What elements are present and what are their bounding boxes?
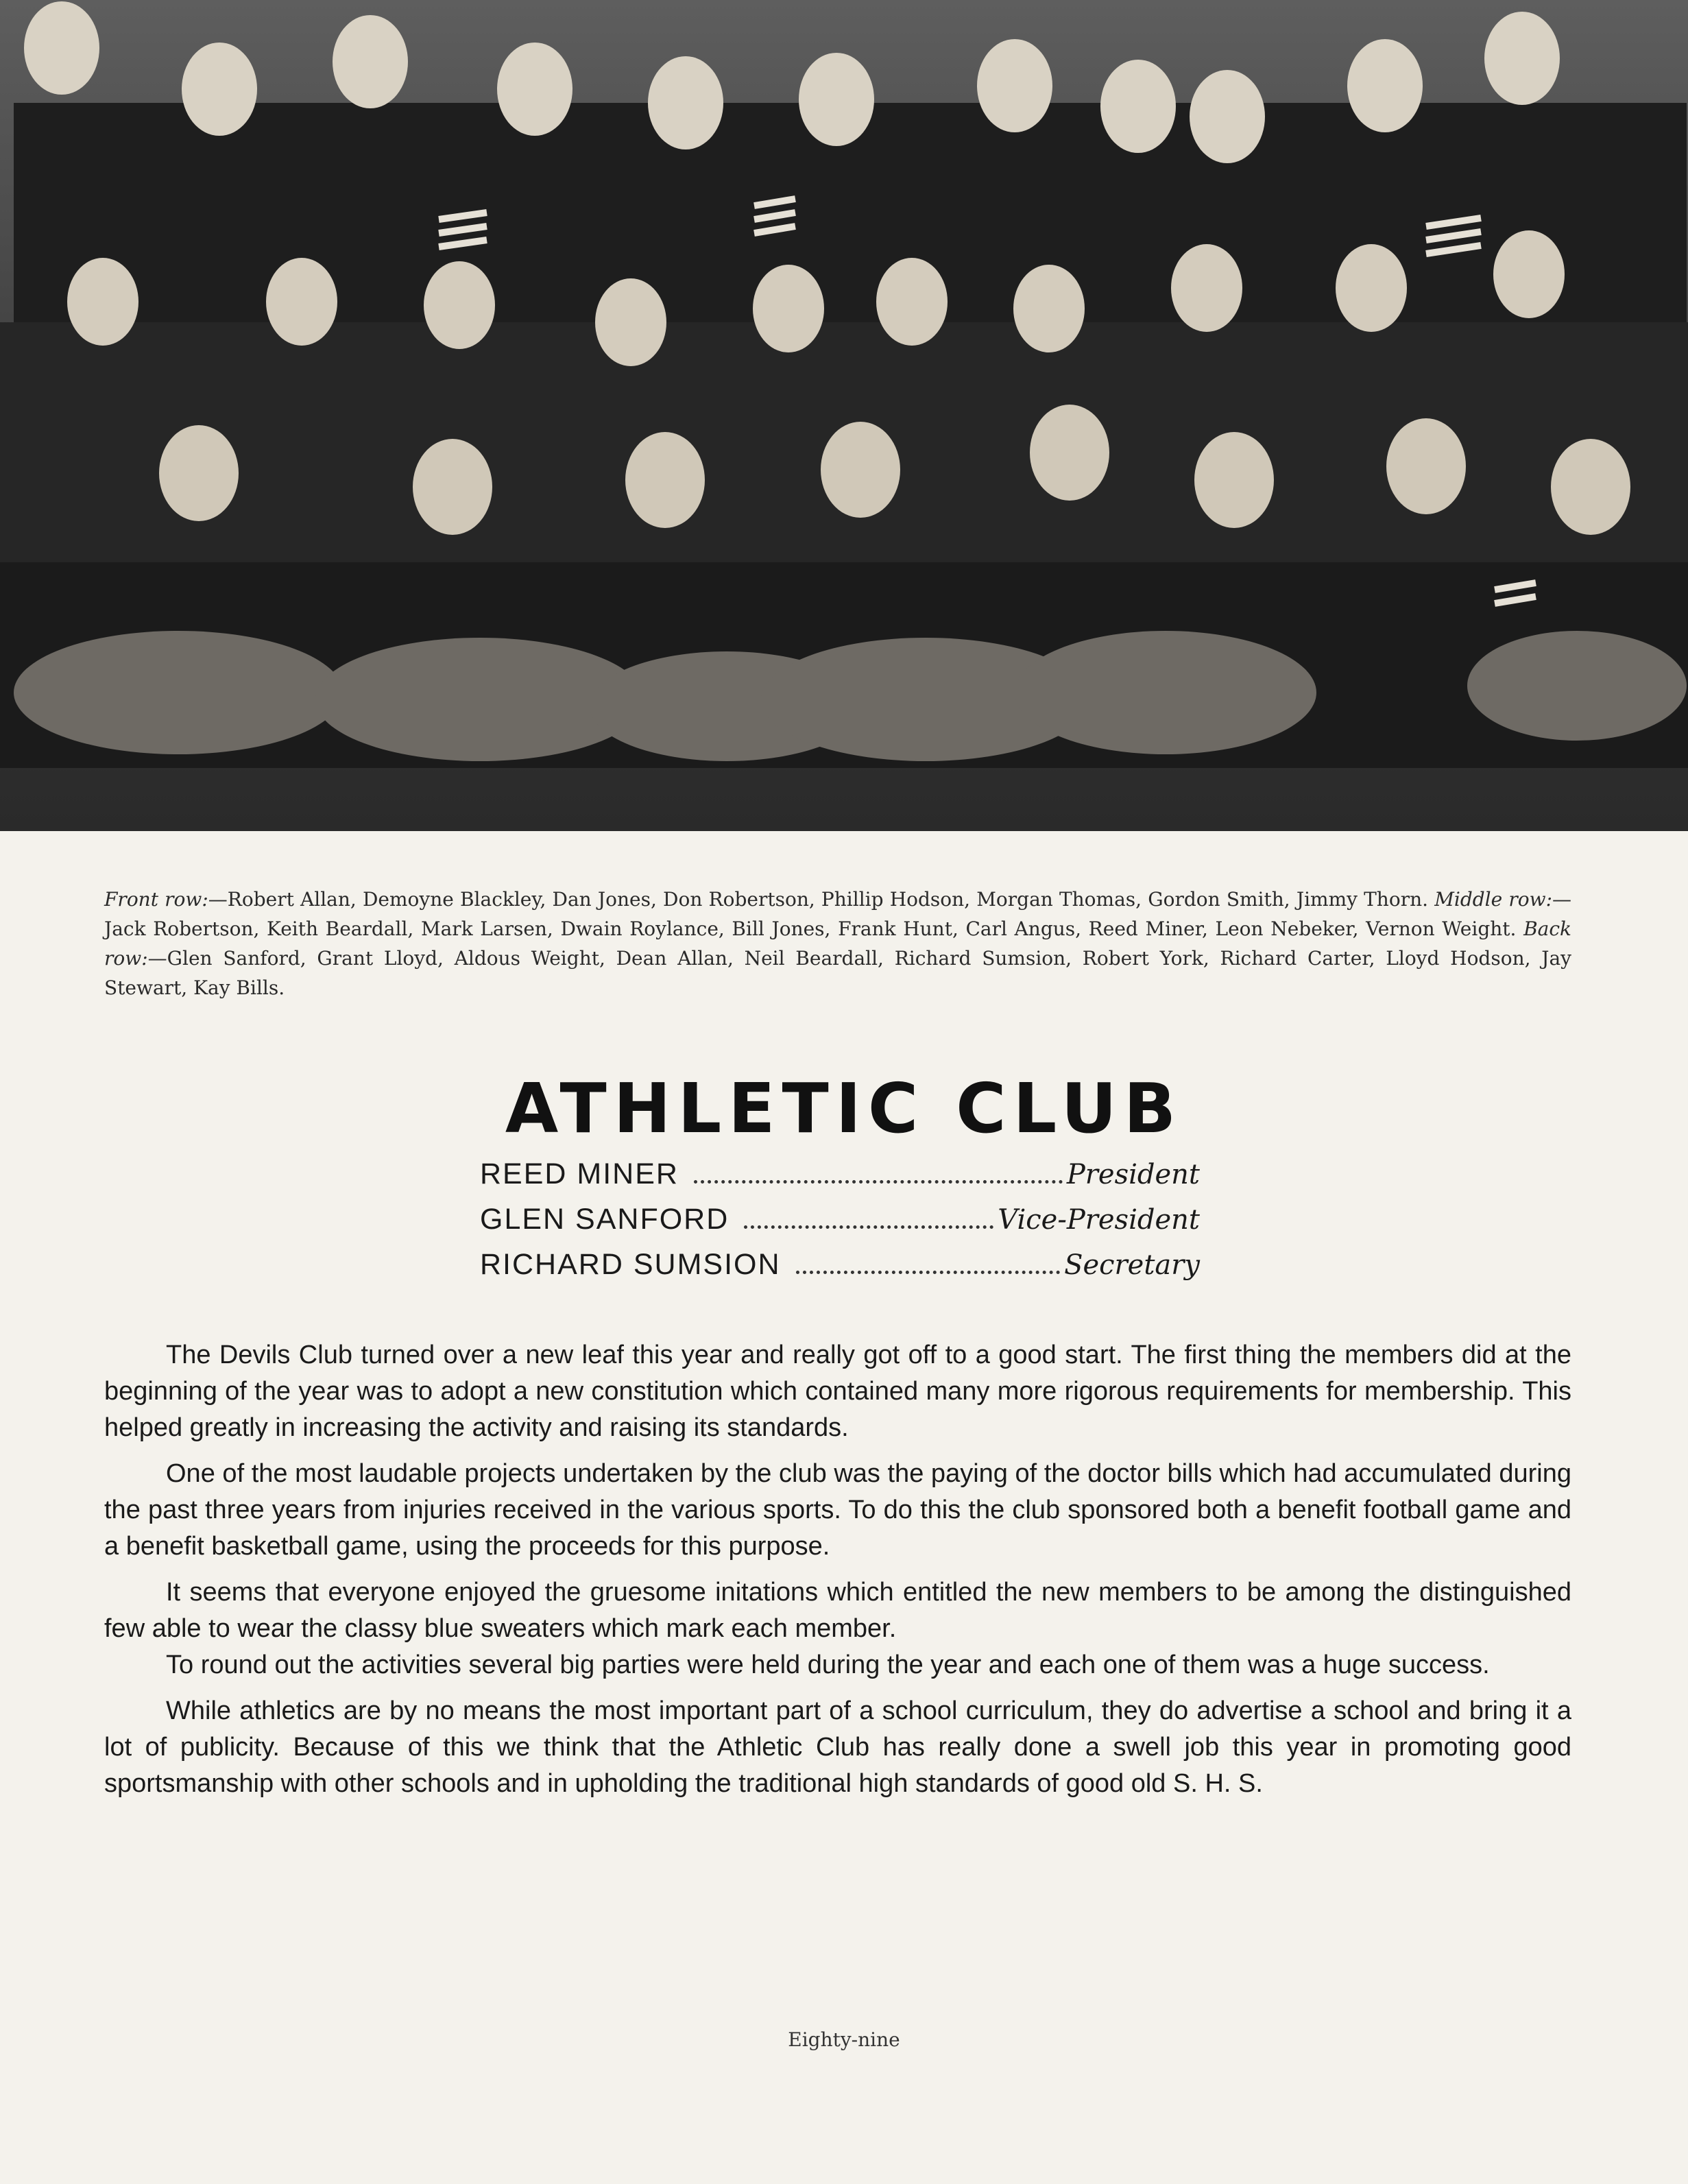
paragraph: The Devils Club turned over a new leaf this year and really got off to a good start. The first thing the members did at the beginning of the year was to adopt a new constitution which contained many more rigorous requirements for membership. This helped greatly in increasing the activity and raising its standards. (104, 1341, 1571, 1442)
page-number: Eighty-nine (788, 2028, 900, 2051)
leader-dots (744, 1225, 993, 1229)
back-row-names: —Glen Sanford, Grant Lloyd, Aldous Weight, Dean Allan, Neil Beardall, Richard Sumsion, Robert York, Richard Carter, Lloyd Hodson, Jay Stewart, Kay Bills. (104, 947, 1571, 999)
officer-role: Vice-President (998, 1204, 1200, 1236)
paragraph: To round out the activities several big parties were held during the year and each one of them was a huge success. (166, 1651, 1490, 1679)
leader-dots (694, 1180, 1063, 1184)
front-row-names: —Robert Allan, Demoyne Blackley, Dan Jones, Don Robertson, Phillip Hodson, Morgan Thomas, Gordon Smith, Jimmy Thorn. (208, 888, 1429, 911)
page-title: ATHLETIC CLUB (505, 1068, 1183, 1149)
paragraph: It seems that everyone enjoyed the gruesome initations which entitled the new members to be among the distinguished few able to wear the classy blue sweaters which mark each member. (104, 1578, 1571, 1643)
officers-list (480, 1157, 1200, 1293)
back-row-label: Back row: (104, 917, 1571, 970)
officer-role: Secretary (1064, 1249, 1200, 1281)
group-photo-icon (0, 0, 1688, 831)
officer-role: President (1066, 1159, 1200, 1190)
paragraph: One of the most laudable projects undertaken by the club was the paying of the doctor bills which had accumulated during the past three years from injuries received in the various sports. To do this the club sponsored both a benefit football game and a benefit basketball game, using the proceeds for this purpose. (104, 1459, 1571, 1561)
officer-vice-president (480, 1203, 1200, 1248)
middle-row-names: —Jack Robertson, Keith Beardall, Mark Larsen, Dwain Roylance, Bill Jones, Frank Hunt, Carl Angus, Reed Miner, Leon Nebeker, Vernon Weight. (104, 888, 1571, 940)
paragraph: While athletics are by no means the most important part of a school curriculum, they do advertise a school and bring it a lot of publicity. Because of this we think that the Athletic Club has really done a swell job this year in promoting good sportsmanship with other schools and in upholding the traditional high standards of good old S. H. S. (104, 1696, 1571, 1798)
front-row-label: Front row: (104, 888, 208, 911)
leader-dots (796, 1271, 1061, 1274)
article-body (104, 1337, 1571, 1812)
middle-row-label: Middle row: (1434, 888, 1552, 911)
group-photo (0, 0, 1688, 831)
officer-president (480, 1157, 1200, 1203)
officer-name: GLEN SANFORD (480, 1203, 730, 1236)
officer-secretary (480, 1248, 1200, 1293)
officer-name: REED MINER (480, 1157, 679, 1190)
officer-name: RICHARD SUMSION (480, 1248, 781, 1281)
photo-caption (104, 885, 1571, 1003)
